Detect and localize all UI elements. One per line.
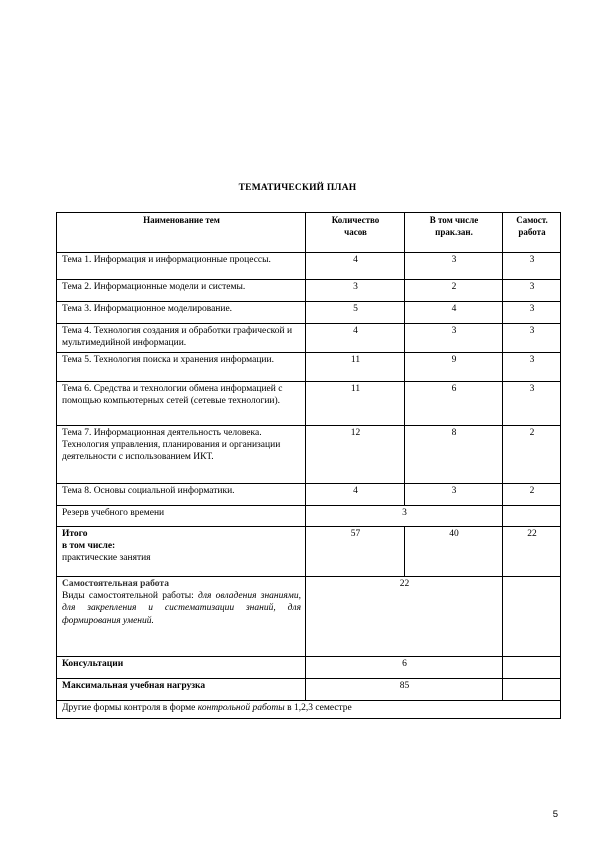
table-header-row (57, 213, 561, 253)
total-row (57, 527, 561, 577)
max-load-value: 85 (306, 679, 503, 701)
total-practical-label: практические занятия (62, 553, 151, 564)
page-number: 5 (552, 809, 558, 820)
topic-self-work: 3 (503, 353, 561, 382)
topic-practice: 3 (405, 324, 503, 353)
header-practice: В том числе прак.зан. (405, 213, 503, 253)
topic-hours: 4 (306, 484, 405, 506)
topic-self-work: 3 (503, 302, 561, 324)
table-row (57, 253, 561, 280)
table-row (57, 426, 561, 484)
topic-self-work: 3 (503, 382, 561, 426)
topic-name: Тема 5. Технология поиска и хранения информации. (57, 353, 306, 382)
control-forms-note: Другие формы контроля в форме контрольной работы в 1,2,3 семестре (57, 701, 561, 719)
topic-self-work: 3 (503, 253, 561, 280)
topic-name: Тема 1. Информация и информационные процессы. (57, 253, 306, 280)
header-hours: Количество часов (306, 213, 405, 253)
topic-self-work: 2 (503, 484, 561, 506)
total-hours: 57 (306, 527, 405, 577)
topic-practice: 9 (405, 353, 503, 382)
page-title: ТЕМАТИЧЕСКИЙ ПЛАН (238, 183, 357, 193)
topic-hours: 3 (306, 280, 405, 302)
control-forms-italic: контрольной работы (197, 703, 285, 713)
topic-hours: 11 (306, 382, 405, 426)
topic-hours: 11 (306, 353, 405, 382)
topic-practice: 4 (405, 302, 503, 324)
consult-label: Консультации (57, 657, 306, 679)
max-load-label: Максимальная учебная нагрузка (57, 679, 306, 701)
empty-cell (503, 657, 561, 679)
topic-name: Тема 2. Информационные модели и системы. (57, 280, 306, 302)
self-work-label: Самостоятельная работа (62, 579, 169, 589)
empty-cell (503, 679, 561, 701)
topic-name: Тема 4. Технология создания и обработки графической и мультимедийной информации. (57, 324, 306, 353)
empty-cell (503, 577, 561, 657)
topic-hours: 4 (306, 253, 405, 280)
header-self-work: Самост. работа (503, 213, 561, 253)
header-topic-name: Наименование тем (57, 213, 306, 253)
max-load-row (57, 679, 561, 701)
topic-name: Тема 8. Основы социальной информатики. (57, 484, 306, 506)
topic-practice: 2 (405, 280, 503, 302)
topic-practice: 6 (405, 382, 503, 426)
table-row (57, 302, 561, 324)
table-row (57, 382, 561, 426)
footer-row (57, 701, 561, 719)
table-row (57, 324, 561, 353)
topic-self-work: 2 (503, 426, 561, 484)
reserve-label: Резерв учебного времени (57, 506, 306, 527)
topic-hours: 12 (306, 426, 405, 484)
total-practice: 40 (405, 527, 503, 577)
self-work-description (62, 590, 301, 627)
self-work-kinds-text: для овладения знаниями, для закрепления и систематизации знаний, для формирования умений. (62, 591, 301, 626)
self-work-cell (57, 577, 306, 657)
topic-practice: 3 (405, 253, 503, 280)
self-work-row (57, 577, 561, 657)
table-row (57, 353, 561, 382)
total-label: Итого (62, 529, 88, 539)
topic-hours: 5 (306, 302, 405, 324)
thematic-plan-table (56, 212, 561, 719)
empty-cell (503, 506, 561, 527)
self-work-value: 22 (306, 577, 503, 657)
self-work-kinds-label: Виды самостоятельной работы: (62, 591, 194, 602)
topic-hours: 4 (306, 324, 405, 353)
consult-row (57, 657, 561, 679)
consult-value: 6 (306, 657, 503, 679)
topic-practice: 3 (405, 484, 503, 506)
topic-name: Тема 6. Средства и технологии обмена информацией с помощью компьютерных сетей (сетевые технологии). (57, 382, 306, 426)
topic-practice: 8 (405, 426, 503, 484)
total-self-work: 22 (503, 527, 561, 577)
table-row (57, 280, 561, 302)
table-row (57, 484, 561, 506)
reserve-value: 3 (306, 506, 503, 527)
topic-name: Тема 3. Информационное моделирование. (57, 302, 306, 324)
total-label-cell (57, 527, 306, 577)
topic-self-work: 3 (503, 324, 561, 353)
topic-self-work: 3 (503, 280, 561, 302)
reserve-row (57, 506, 561, 527)
topic-name: Тема 7. Информационная деятельность человека. Технология управления, планирования и организации деятельности с использованием ИКТ. (57, 426, 306, 484)
total-incl-label: в том числе: (62, 541, 116, 552)
